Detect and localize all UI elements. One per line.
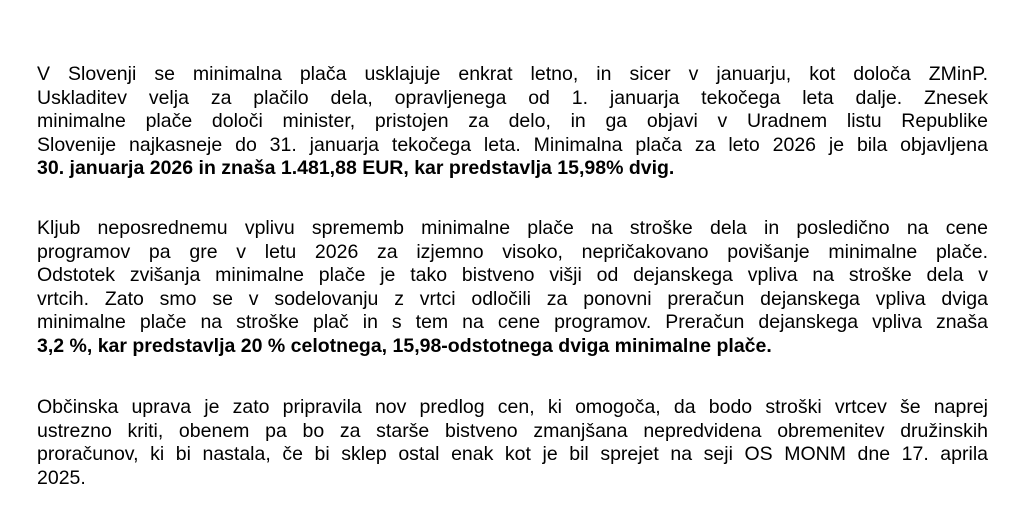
- text-line: proračunov, ki bi nastala, če bi sklep ostal enak kot je bil sprejet na seji OS MONM dne 17. aprila: [37, 443, 988, 466]
- text-line: 2025.: [37, 466, 86, 489]
- paragraph-minimum-wage-adjustment: [37, 63, 988, 181]
- text-line: Uskladitev velja za plačilo dela, opravljenega od 1. januarja tekočega leta dalje. Znesek: [37, 86, 988, 109]
- text-line: minimalne plače določi minister, pristojen za delo, in ga objavi v Uradnem listu Republike: [37, 110, 988, 133]
- text-line: Občinska uprava je zato pripravila nov predlog cen, ki omogoča, da bodo stroški vrtcev še naprej: [37, 396, 988, 418]
- text-line: V Slovenji se minimalna plača usklajuje enkrat letno, in sicer v januarju, kot določa ZMinP.: [37, 63, 988, 85]
- text-line: vrtcih. Zato smo se v sodelovanju z vrtci odločili za ponovni preračun dejanskega vpliva dviga: [37, 287, 988, 310]
- text-line: minimalne plače na stroške plač in s tem na cene programov. Preračun dejanskega vpliva znaša: [37, 311, 988, 334]
- text-line-bold: 3,2 %, kar predstavlja 20 % celotnega, 15,98-odstotnega dviga minimalne plače.: [37, 334, 772, 357]
- text-line: Slovenije najkasneje do 31. januarja tekočega leta. Minimalna plača za leto 2026 je bila objavljena: [37, 133, 988, 156]
- paragraph-recalculation: [37, 217, 988, 359]
- text-line: programov pa gre v letu 2026 za izjemno visoko, nepričakovano povišanje minimalne plače.: [37, 240, 988, 263]
- paragraph-new-price-proposal: [37, 396, 988, 490]
- text-line: Odstotek zvišanja minimalne plače je tako bistveno višji od dejanskega vpliva na stroške dela v: [37, 264, 988, 287]
- text-line: Kljub neposrednemu vplivu sprememb minimalne plače na stroške dela in posledično na cene: [37, 217, 988, 239]
- text-line: ustrezno kriti, obenem pa bo za starše bistveno zmanjšana nepredvidena obremenitev družinskih: [37, 419, 988, 442]
- text-line-bold: 30. januarja 2026 in znaša 1.481,88 EUR, kar predstavlja 15,98% dvig.: [37, 157, 675, 180]
